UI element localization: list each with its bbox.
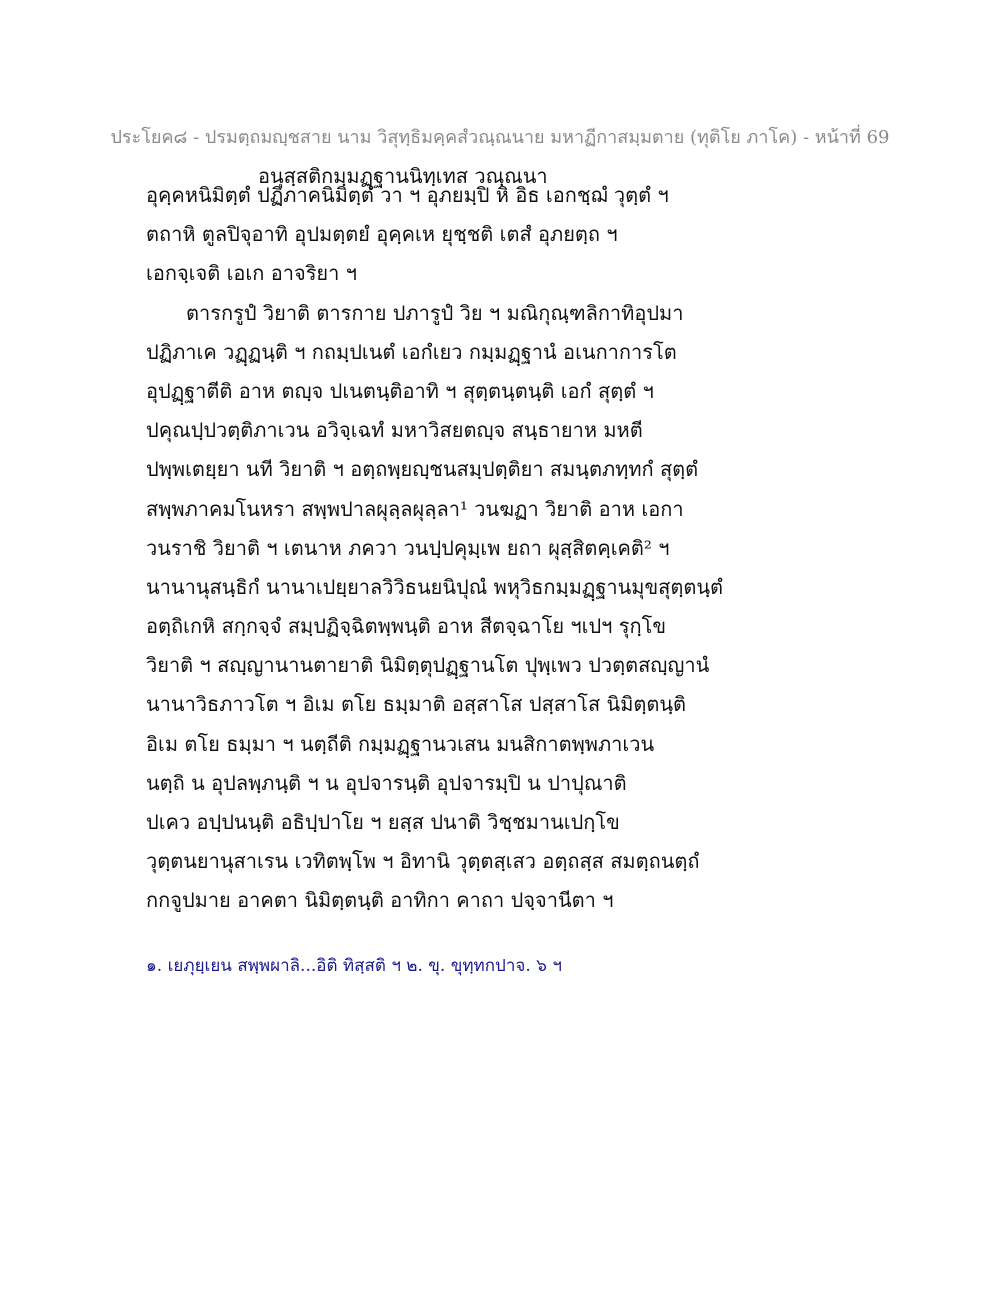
page-header: ประโยค๘ - ปรมตฺถมญฺชสาย นาม วิสุทฺธิมคฺคสํวณฺณนาย มหาฏีกาสมฺมตาย (ทุติโย ภาโค) - หน้าที่ 69 xyxy=(110,127,890,148)
text-line: สพฺพภาคมโนหรา สพฺพปาลผุลฺลผุลฺลา¹ วนฆฏา วิยาติ อาห เอกา xyxy=(146,496,684,521)
text-line: ปเคว อปฺปนนฺติ อธิปฺปาโย ฯ ยสฺส ปนาติ วิชฺชมานเปกฺโข xyxy=(146,810,620,834)
text-line: ตถาหิ ตูลปิจุอาทิ อุปมตฺตยํ อุคฺคเห ยุชฺชติ เตสํ อุภยตฺถ ฯ xyxy=(146,222,618,247)
text-line: อิเม ตโย ธมฺมา ฯ นตฺถีติ กมฺมฏฺฐานวเสน มนสิกาตพฺพภาเวน xyxy=(146,731,655,756)
text-line: ปฏิภาเค วฏฺฏนฺติ ฯ กถมฺปเนตํ เอกํเยว กมฺมฏฺฐานํ อเนกาการโต xyxy=(146,339,677,364)
text-line: ปคุณปฺปวตฺติภาเวน อวิจฺเฉทํ มหาวิสยตญฺจ สนฺธายาห มหตี xyxy=(146,418,643,443)
text-line: นานาวิธภาวโต ฯ อิเม ตโย ธมฺมาติ อสฺสาโส ปสฺสาโส นิมิตฺตนฺติ xyxy=(146,692,687,717)
section-title: อนุสฺสติกมฺมฏฺฐานนิทฺเทส วณฺณนา xyxy=(258,164,548,188)
text-line: นานานุสนฺธิกํ นานาเปยฺยาลวิวิธนยนิปุณํ พหุวิธกมฺมฏฺฐานมุขสุตฺตนฺตํ xyxy=(146,574,723,599)
text-line: ตารกรูปํ วิยาติ ตารกาย ปภารูปํ วิย ฯ มณิกุณฺฑลิกาทิอุปมา xyxy=(186,300,684,325)
text-line: อตฺถิเกหิ สกฺกจฺจํ สมฺปฏิจฺฉิตพฺพนฺติ อาห สีตจฺฉาโย ฯเปฯ รุกฺโข xyxy=(146,614,667,639)
text-line: เอกจฺเจติ เอเก อาจริยา ฯ xyxy=(146,261,357,286)
text-line: วิยาติ ฯ สญฺญานานตายาติ นิมิตฺตุปฏฺฐานโต ปุพฺเพว ปวตฺตสญฺญานํ xyxy=(146,653,710,678)
text-line: กกจูปมาย อาคตา นิมิตฺตนฺติ อาทิกา คาถา ปจฺจานีตา ฯ xyxy=(146,888,614,913)
body-text xyxy=(146,176,866,921)
text-line: วุตฺตนยานุสาเรน เวทิตพฺโพ ฯ อิทานิ วุตฺตสฺเสว อตฺถสฺส สมตฺถนตฺถํ xyxy=(146,849,700,874)
text-line: นตฺถิ น อุปลพฺภนฺติ ฯ น อุปจารนฺติ อุปจารมฺปิ น ปาปุณาติ xyxy=(146,770,627,795)
text-line: ปพฺพเตยฺยา นที วิยาติ ฯ อตฺถพฺยญฺชนสมฺปตฺติยา สมนฺตภทฺทกํ สุตฺตํ xyxy=(146,457,699,482)
text-line: วนราชิ วิยาติ ฯ เตนาห ภควา วนปฺปคุมฺเพ ยถา ผุสฺสิตคฺเคติ² ฯ xyxy=(146,535,670,560)
text-line: อุคฺคหนิมิตฺตํ ปฏิภาคนิมิตฺตํ วา ฯ อุภยมฺปิ หิ อิธ เอกชฺฌํ วุตฺตํ ฯ xyxy=(146,183,669,207)
text-line: อุปฏฺฐาตีติ อาห ตญฺจ ปเนตนฺติอาทิ ฯ สุตฺตนฺตนฺติ เอกํ สุตฺตํ ฯ xyxy=(146,378,654,403)
footnote: ๑. เยภุยฺเยน สพฺพผาลิ...อิติ ทิสฺสติ ฯ ๒. ขุ. ขุทฺทกปาจ. ๖ ฯ xyxy=(146,956,562,976)
